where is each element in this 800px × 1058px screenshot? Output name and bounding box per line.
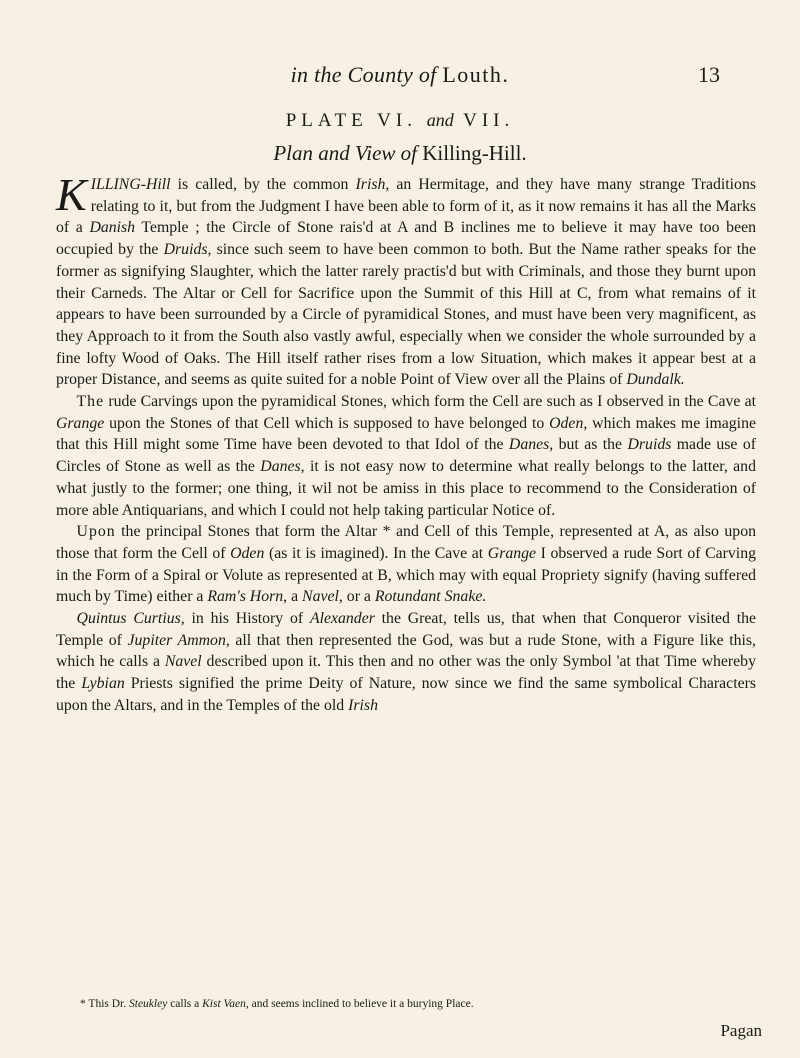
p2-s1: rude Carvings upon the pyramidical Stones, which form the Cell are such as I observed in the Cave at — [104, 393, 756, 411]
subheading-prefix: Plan and View of — [273, 141, 417, 165]
p4-s3: Alexander — [309, 610, 375, 628]
subheading-place: Killing-Hill. — [422, 141, 527, 165]
paragraph-1 — [56, 169, 756, 391]
running-head-county: Louth. — [442, 62, 510, 87]
p1-s8: , since such seem to have been common to both. But the Name rather speaks for the former as signifying Slaughter, which the latter rarely practis'd but with Criminals, and those they burnt upon their Carneds. The Altar or Cell for Sacrifice upon the Summit of this Hill at C, from what remains of it appears to have been surrounded by a Circle of pyramidical Stones, and must have been very magnificent, as they Approach to it from the South also vastly awful, especially when we consider the whole surrounded by a fine lofty Wood of Oaks. The Hill itself rather rises from a low Situation, which makes it appear best at a proper Distance, and seems as quite suited for a noble Point of View over all the Plains of — [56, 241, 756, 389]
p3-s6: Ram's Horn — [207, 588, 284, 606]
plate-number-2: VII. — [463, 110, 515, 131]
fn-s5: , and seems inclined to believe it a burying Place. — [245, 998, 474, 1010]
p2-s9: made use of Circles of Stone as well as the — [56, 436, 756, 476]
drop-cap: K — [56, 169, 87, 220]
p2-s5: , which makes me imagine that this Hill might some Time have been devoted to that Idol of the — [56, 414, 756, 454]
p4-s10: Priests signified the prime Deity of Nature, now since we find the same symbolical Characters upon the Altars, and in the Temples of the old — [56, 675, 756, 714]
p4-s6: , all that then represented the God, was but a rude Stone, with a Figure like this, which he calls a — [56, 631, 756, 671]
p3-lead: Upon — [76, 523, 116, 541]
p3-s2: Oden — [230, 544, 265, 562]
p1-s9: Dundalk. — [626, 371, 685, 389]
p2-s8: Druids — [627, 436, 672, 454]
p4-s5: Jupiter Ammon — [127, 631, 226, 649]
paragraph-4 — [56, 608, 756, 717]
subheading — [0, 141, 800, 166]
p4-s7: Navel — [164, 653, 202, 671]
p2-s10: Danes — [260, 458, 301, 476]
fn-s4: Kist Vaen — [202, 998, 246, 1010]
fn-s2: Steukley — [129, 998, 168, 1010]
p1-s4: , an Hermitage, and they have many strange Traditions relating to it, but from the Judgment I have been able to form of it, as it now remains it has all the Marks of a — [56, 176, 756, 237]
p1-s2: is called, by the common — [170, 176, 356, 193]
p4-s9: Lybian — [81, 675, 125, 693]
p3-s9: , or a — [338, 588, 375, 606]
p3-s3: (as it is imagined). In the Cave at — [264, 544, 488, 562]
fn-s1: * This Dr. — [80, 998, 129, 1010]
page-number: 13 — [698, 62, 720, 87]
p4-s4: the Great, tells us, that when that Conqueror visited the Temple of — [56, 610, 757, 649]
footnote — [80, 998, 760, 1010]
p1-s3: Irish — [355, 176, 386, 193]
p2-s7: , but as the — [549, 436, 628, 454]
p4-s11: Irish — [348, 696, 378, 714]
plate-and: and — [426, 110, 454, 130]
p2-lead: The — [76, 393, 105, 411]
p4-s2: , in his History of — [180, 610, 310, 628]
running-head — [90, 62, 720, 92]
catchword: Pagan — [720, 1021, 762, 1040]
fn-s3: calls a — [167, 998, 203, 1010]
p1-s6: Temple ; the Circle of Stone rais'd at A and B inclines me to believe it may have too been occupied by the — [56, 219, 756, 259]
p1-s1: ILLING-Hill — [90, 176, 171, 193]
p3-s8: Navel — [302, 588, 339, 606]
p3-s10: Rotundant Snake. — [374, 588, 487, 606]
plate-label: PLATE VI. — [285, 110, 417, 131]
p2-s2: Grange — [56, 414, 105, 432]
p2-s11: , it is not easy now to determine what really belongs to the latter, and what justly to the former; one thing, it wil not be amiss in this place to recommend to the Consideration of more able Antiquarians, and which I could not help taking particular Notice of. — [56, 458, 756, 519]
p2-s6: Danes — [508, 436, 550, 454]
running-head-title: in the County of — [290, 62, 437, 87]
p2-s3: upon the Stones of that Cell which is supposed to have belonged to — [104, 414, 550, 432]
p2-s4: Oden — [549, 414, 584, 432]
p4-s1: Quintus Curtius — [76, 610, 181, 628]
p3-s1: the principal Stones that form the Altar * and Cell of this Temple, represented at A, as also upon those that form the Cell of — [56, 523, 756, 562]
p1-s5: Danish — [89, 219, 136, 237]
p4-s8: described upon it. This then and no other was the only Symbol 'at that Time whereby the — [56, 653, 756, 693]
p3-s5: I observed a rude Sort of Carving in the Form of a Spiral or Volute as represented at B, which may with equal Propriety signify (having suffered much by Time) either a — [56, 544, 756, 606]
p3-s7: , a — [283, 588, 303, 606]
paragraph-3 — [56, 521, 756, 608]
body-text — [56, 169, 757, 717]
plate-heading — [0, 110, 800, 132]
paragraph-2 — [56, 391, 756, 521]
p1-s7: Druids — [163, 241, 208, 259]
p3-s4: Grange — [487, 544, 537, 562]
